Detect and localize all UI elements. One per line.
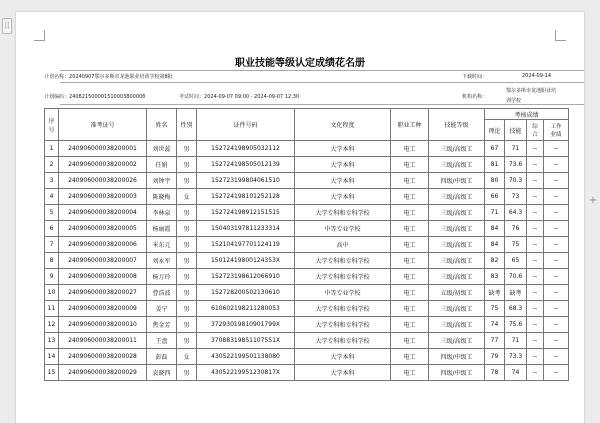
table-row: [45, 237, 569, 253]
page-corner-marker: [34, 30, 45, 41]
org-name-line1: 鄂尔多斯市龙池职业培: [506, 88, 557, 94]
cell-gender: 男: [177, 285, 197, 301]
table-row: [45, 157, 569, 173]
cell-no: 10: [45, 285, 59, 301]
table-row: [45, 205, 569, 221]
cell-theory: 缺考: [485, 285, 505, 301]
cell-edu: 大学专科和专科学校: [295, 333, 391, 349]
cell-theory: 82: [485, 253, 505, 269]
cell-level: 三级/高级工: [429, 237, 485, 253]
cell-skill: 75.6: [505, 317, 527, 333]
cell-id: 150403197811233314: [197, 221, 295, 237]
cell-job: 电工: [391, 333, 429, 349]
cell-no: 2: [45, 157, 59, 173]
cell-cert: 240906000038200001: [59, 141, 147, 157]
cell-skill: 65: [505, 253, 527, 269]
cell-id: 610602198211280053: [197, 301, 295, 317]
cell-id: 152104197701124119: [197, 237, 295, 253]
org-name-line2: 训学校: [506, 98, 522, 104]
cell-no: 14: [45, 349, 59, 365]
download-time-label: 下载时间：: [462, 74, 488, 80]
cell-cert: 240906000038200002: [59, 157, 147, 173]
header-comprehensive-line2: 合: [532, 132, 538, 138]
cell-no: 8: [45, 253, 59, 269]
plan-code-field: 计划编码：240821500001510003800008: [44, 94, 146, 100]
cell-skill: 71: [505, 141, 527, 157]
cell-work: --: [544, 317, 569, 333]
cell-comp: --: [527, 269, 544, 285]
add-page-icon[interactable]: +: [588, 195, 598, 206]
cell-id: 152723199804061510: [197, 173, 295, 189]
cell-level: 三级/高级工: [429, 205, 485, 221]
cell-id: 372930198109017​99X: [197, 317, 295, 333]
table-row: [45, 221, 569, 237]
cell-id: 152724198505012139: [197, 157, 295, 173]
cell-comp: --: [527, 205, 544, 221]
header-work: [544, 120, 569, 141]
header-work-line2: 业绩: [550, 132, 562, 138]
cell-gender: 男: [177, 365, 197, 381]
cell-cert: 240906000038200011: [59, 333, 147, 349]
header-comprehensive: [527, 120, 544, 141]
cell-comp: --: [527, 173, 544, 189]
cell-skill: 75: [505, 237, 527, 253]
cell-gender: 男: [177, 301, 197, 317]
header-edu: 文化程度: [295, 109, 391, 141]
header-no-line2: 号: [48, 126, 55, 134]
cell-name: 焦金芳: [147, 317, 177, 333]
cell-comp: --: [527, 141, 544, 157]
cell-no: 15: [45, 365, 59, 381]
cell-no: 6: [45, 221, 59, 237]
cell-name: 李林泉: [147, 205, 177, 221]
cell-edu: 大学专科和专科学校: [295, 205, 391, 221]
cell-edu: 大学专科和专科学校: [295, 253, 391, 269]
cell-cert: 240906000038200004: [59, 205, 147, 221]
cell-edu: 大学本科: [295, 365, 391, 381]
cell-level: 四级/中级工: [429, 349, 485, 365]
cell-job: 电工: [391, 141, 429, 157]
cell-level: 四级/中级工: [429, 365, 485, 381]
cell-edu: 中等专业学校: [295, 221, 391, 237]
cell-job: 电工: [391, 237, 429, 253]
page-corner-marker: [555, 30, 566, 41]
cell-id: 152728200502130610: [197, 285, 295, 301]
cell-comp: --: [527, 333, 544, 349]
cell-no: 7: [45, 237, 59, 253]
cell-work: --: [544, 365, 569, 381]
cell-edu: 大学专科和专科学校: [295, 317, 391, 333]
cell-edu: 高中: [295, 237, 391, 253]
cell-id: 152723198612066910: [197, 269, 295, 285]
cell-skill: 70.3: [505, 173, 527, 189]
cell-id: 15272419890503211​2: [197, 141, 295, 157]
cell-comp: --: [527, 157, 544, 173]
cell-gender: 男: [177, 237, 197, 253]
cell-cert: 240906000038200029: [59, 365, 147, 381]
cell-no: 3: [45, 173, 59, 189]
cell-work: --: [544, 269, 569, 285]
cell-level: 三级/高级工: [429, 157, 485, 173]
cell-comp: --: [527, 349, 544, 365]
cell-work: --: [544, 349, 569, 365]
cell-level: 三级/高级工: [429, 333, 485, 349]
cell-comp: --: [527, 285, 544, 301]
cell-gender: 男: [177, 317, 197, 333]
cell-comp: --: [527, 237, 544, 253]
cell-name: 袁晓西: [147, 365, 177, 381]
cell-gender: 男: [177, 173, 197, 189]
cell-name: 刘永军: [147, 253, 177, 269]
cell-edu: 大学本科: [295, 189, 391, 205]
cell-gender: 男: [177, 333, 197, 349]
cell-id: 370883198511075​51X: [197, 333, 295, 349]
cell-gender: 女: [177, 189, 197, 205]
table-row: [45, 317, 569, 333]
cell-skill: 73: [505, 189, 527, 205]
cell-work: --: [544, 301, 569, 317]
cell-skill: 68.3: [505, 301, 527, 317]
cell-level: 三级/高级工: [429, 317, 485, 333]
cell-job: 电工: [391, 205, 429, 221]
cell-skill: 70.6: [505, 269, 527, 285]
cell-edu: 大学本科: [295, 173, 391, 189]
cell-cert: 240906000038200026: [59, 173, 147, 189]
cell-comp: --: [527, 301, 544, 317]
cell-work: --: [544, 253, 569, 269]
cell-level: 三级/高级工: [429, 141, 485, 157]
document-title: 职业技能等级认定成绩花名册: [235, 58, 365, 69]
cell-theory: 78: [485, 365, 505, 381]
cell-comp: --: [527, 365, 544, 381]
header-work-line1: 工作: [550, 124, 562, 130]
cell-name: 杨丽霞: [147, 221, 177, 237]
cell-theory: 74: [485, 317, 505, 333]
cell-no: 9: [45, 269, 59, 285]
cell-level: 三级/高级工: [429, 301, 485, 317]
cell-work: --: [544, 333, 569, 349]
cell-cert: 240906000038200010: [59, 317, 147, 333]
cell-skill: 73.6: [505, 157, 527, 173]
table-row: [45, 269, 569, 285]
cell-cert: 240906000038200005: [59, 221, 147, 237]
cell-comp: --: [527, 253, 544, 269]
cell-name: 王盘: [147, 333, 177, 349]
cell-skill: 76: [505, 221, 527, 237]
info-divider: [60, 70, 584, 71]
cell-level: 五级/初级工: [429, 285, 485, 301]
info-divider: [60, 82, 584, 83]
cell-job: 电工: [391, 269, 429, 285]
cell-work: --: [544, 285, 569, 301]
cell-gender: 女: [177, 349, 197, 365]
cell-theory: 66: [485, 189, 505, 205]
header-level: 技能等级: [429, 109, 485, 141]
cell-comp: --: [527, 189, 544, 205]
cell-gender: 男: [177, 221, 197, 237]
cell-comp: --: [527, 221, 544, 237]
info-divider: [60, 104, 584, 105]
cell-no: 4: [45, 189, 59, 205]
cell-skill: 64.3: [505, 205, 527, 221]
header-no-line1: 序: [48, 117, 55, 125]
cell-comp: --: [527, 317, 544, 333]
cell-theory: 77: [485, 333, 505, 349]
cell-work: --: [544, 189, 569, 205]
cell-job: 电工: [391, 189, 429, 205]
cell-theory: 75: [485, 301, 505, 317]
table-row: [45, 173, 569, 189]
cell-cert: 240906000038200003: [59, 189, 147, 205]
cell-edu: 大学本科: [295, 157, 391, 173]
cell-gender: 男: [177, 141, 197, 157]
table-row: [45, 365, 569, 381]
cell-cert: 240906000038200009: [59, 301, 147, 317]
exam-time-field: 考试时间：2024-09-07 09:00 - 2024-09-07 12:30: [179, 94, 300, 100]
header-job: 职业工种: [391, 109, 429, 141]
cell-work: --: [544, 173, 569, 189]
table-row: [45, 141, 569, 157]
header-cert: 准考证号: [59, 109, 147, 141]
cell-theory: 84: [485, 221, 505, 237]
cell-theory: 81: [485, 157, 505, 173]
cell-no: 5: [45, 205, 59, 221]
header-theory: 理论: [485, 120, 505, 141]
header-comprehensive-line1: 综: [532, 124, 538, 130]
cell-skill: 73.3: [505, 349, 527, 365]
cell-theory: 80: [485, 173, 505, 189]
cell-work: --: [544, 141, 569, 157]
cell-no: 1: [45, 141, 59, 157]
table-row: [45, 285, 569, 301]
table-body: [45, 141, 569, 381]
score-roster-table: [44, 108, 569, 381]
cell-cert: 240906000038200006: [59, 237, 147, 253]
cell-job: 电工: [391, 365, 429, 381]
org-name-label: 机构名称：: [462, 94, 488, 100]
cell-gender: 男: [177, 157, 197, 173]
cell-job: 电工: [391, 157, 429, 173]
cell-no: 11: [45, 301, 59, 317]
header-skill: 技能: [505, 120, 527, 141]
table-row: [45, 333, 569, 349]
cell-no: 12: [45, 317, 59, 333]
cell-job: 电工: [391, 285, 429, 301]
cell-id: 152724198912151515: [197, 205, 295, 221]
cell-edu: 中等专业学校: [295, 285, 391, 301]
cell-name: 米东元: [147, 237, 177, 253]
table-row: [45, 301, 569, 317]
cell-gender: 男: [177, 205, 197, 221]
cell-job: 电工: [391, 349, 429, 365]
table-row: [45, 349, 569, 365]
cell-cert: 240906000038200028: [59, 349, 147, 365]
cell-work: --: [544, 221, 569, 237]
cell-theory: 79: [485, 349, 505, 365]
cell-skill: 74: [505, 365, 527, 381]
table-row: [45, 189, 569, 205]
cell-job: 电工: [391, 221, 429, 237]
cell-level: 三级/高级工: [429, 221, 485, 237]
cell-name: 刘钟宇: [147, 173, 177, 189]
cell-job: 电工: [391, 253, 429, 269]
cell-job: 电工: [391, 173, 429, 189]
cell-work: --: [544, 237, 569, 253]
cell-level: 三级/高级工: [429, 189, 485, 205]
header-gender: 性别: [177, 109, 197, 141]
cell-edu: 大学专科和专科学校: [295, 301, 391, 317]
cell-name: 彭磊: [147, 349, 177, 365]
download-time-value: 2024-09-14: [522, 73, 552, 79]
cell-gender: 男: [177, 269, 197, 285]
table-row: [45, 253, 569, 269]
cell-theory: 83: [485, 269, 505, 285]
cell-edu: 大学专科和专科学校: [295, 269, 391, 285]
cell-name: 刘世蕊: [147, 141, 177, 157]
cell-level: 四级/中级工: [429, 173, 485, 189]
cell-cert: 240906000038200007: [59, 253, 147, 269]
cell-name: 杨万玲: [147, 269, 177, 285]
header-scores: 考核成绩: [485, 109, 569, 120]
cell-id: 430522199501138080: [197, 349, 295, 365]
cell-id: 150124198001243​53X: [197, 253, 295, 269]
header-no: [45, 109, 59, 141]
cell-cert: 240906000038200027: [59, 285, 147, 301]
cell-work: --: [544, 157, 569, 173]
plan-name-field: 计划名称：20240907鄂尔多斯市龙池职业培训学校第8批: [44, 74, 173, 80]
cell-no: 13: [45, 333, 59, 349]
cell-work: --: [544, 205, 569, 221]
header-id: 证件号码: [197, 109, 295, 141]
cell-id: 430522199512308​17X: [197, 365, 295, 381]
table-header-row: [45, 109, 569, 120]
cell-name: 姜宁: [147, 301, 177, 317]
header-name: 姓名: [147, 109, 177, 141]
cell-theory: 67: [485, 141, 505, 157]
cell-edu: 大学本科: [295, 141, 391, 157]
cell-id: 152724198101252128: [197, 189, 295, 205]
cell-skill: 缺考: [505, 285, 527, 301]
cell-job: 电工: [391, 317, 429, 333]
cell-skill: 71: [505, 333, 527, 349]
cell-level: 三级/高级工: [429, 253, 485, 269]
cell-name: 曹浩波: [147, 285, 177, 301]
cell-name: 陈晓梅: [147, 189, 177, 205]
cell-job: 电工: [391, 301, 429, 317]
cell-level: 三级/高级工: [429, 269, 485, 285]
cell-theory: 71: [485, 205, 505, 221]
page-nav-tab[interactable]: ||: [2, 18, 12, 34]
cell-theory: 84: [485, 237, 505, 253]
cell-cert: 240906000038200008: [59, 269, 147, 285]
cell-name: 任娟: [147, 157, 177, 173]
cell-edu: 大学本科: [295, 349, 391, 365]
cell-gender: 男: [177, 253, 197, 269]
